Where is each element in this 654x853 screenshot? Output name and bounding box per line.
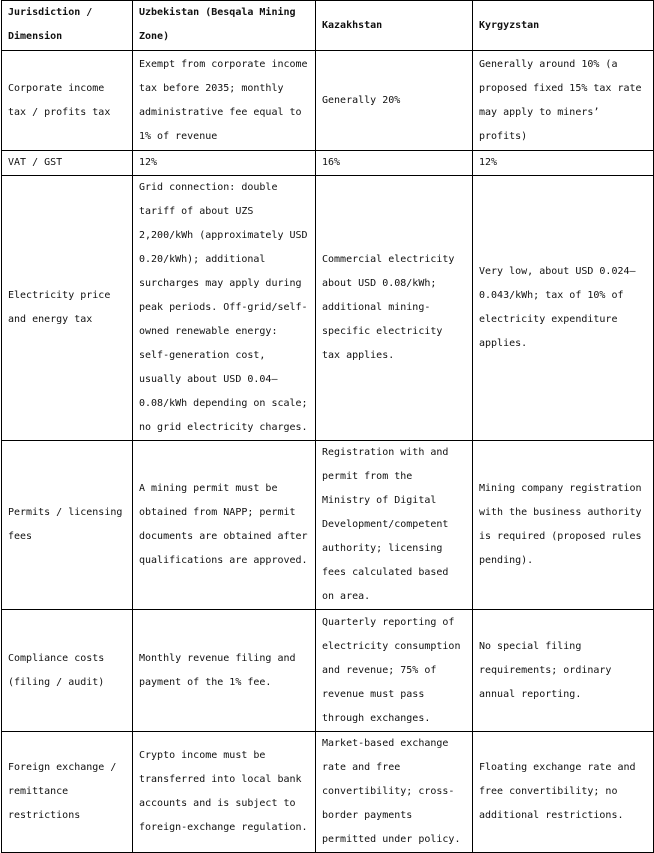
row-kyrgyzstan: Generally around 10% (a proposed fixed 15% tax rate may apply to miners’ profits): [473, 51, 654, 151]
row-uzbekistan: 12%: [133, 151, 316, 176]
table-row: [2, 610, 654, 732]
row-uzbekistan: Crypto income must be transferred into local bank accounts and is subject to foreign-exchange regulation.: [133, 732, 316, 853]
row-dimension: Compliance costs (filing / audit): [2, 610, 133, 732]
row-kyrgyzstan: Mining company registration with the business authority is required (proposed rules pending).: [473, 441, 654, 610]
row-dimension: VAT / GST: [2, 151, 133, 176]
row-kazakhstan: Market-based exchange rate and free convertibility; cross-border payments permitted under policy.: [316, 732, 473, 853]
row-uzbekistan: Exempt from corporate income tax before 2035; monthly administrative fee equal to 1% of revenue: [133, 51, 316, 151]
row-dimension: Permits / licensing fees: [2, 441, 133, 610]
jurisdiction-comparison-table: [1, 0, 654, 853]
row-kazakhstan: Quarterly reporting of electricity consumption and revenue; 75% of revenue must pass through exchanges.: [316, 610, 473, 732]
row-kyrgyzstan: Very low, about USD 0.024–0.043/kWh; tax of 10% of electricity expenditure applies.: [473, 176, 654, 441]
row-kyrgyzstan: Floating exchange rate and free convertibility; no additional restrictions.: [473, 732, 654, 853]
row-uzbekistan: A mining permit must be obtained from NAPP; permit documents are obtained after qualifications are approved.: [133, 441, 316, 610]
table-row: [2, 151, 654, 176]
table-row: [2, 51, 654, 151]
row-kazakhstan: Commercial electricity about USD 0.08/kWh; additional mining-specific electricity tax applies.: [316, 176, 473, 441]
table-row: [2, 176, 654, 441]
row-kyrgyzstan: No special filing requirements; ordinary annual reporting.: [473, 610, 654, 732]
row-kazakhstan: Generally 20%: [316, 51, 473, 151]
header-uzbekistan: Uzbekistan (Besqala Mining Zone): [133, 1, 316, 51]
header-kyrgyzstan: Kyrgyzstan: [473, 1, 654, 51]
table-row: [2, 732, 654, 853]
row-dimension: Foreign exchange / remittance restrictions: [2, 732, 133, 853]
header-kazakhstan: Kazakhstan: [316, 1, 473, 51]
table-header-row: [2, 1, 654, 51]
row-dimension: Corporate income tax / profits tax: [2, 51, 133, 151]
table-row: [2, 441, 654, 610]
row-uzbekistan: Monthly revenue filing and payment of the 1% fee.: [133, 610, 316, 732]
row-kazakhstan: Registration with and permit from the Ministry of Digital Development/competent authority; licensing fees calculated based on area.: [316, 441, 473, 610]
row-kyrgyzstan: 12%: [473, 151, 654, 176]
header-dimension: Jurisdiction / Dimension: [2, 1, 133, 51]
row-uzbekistan: Grid connection: double tariff of about UZS 2,200/kWh (approximately USD 0.20/kWh); additional surcharges may apply during peak periods. Off-grid/self-owned renewable energy: self-generation cost, usually about USD 0.04–0.08/kWh depending on scale; no grid electricity charges.: [133, 176, 316, 441]
row-dimension: Electricity price and energy tax: [2, 176, 133, 441]
row-kazakhstan: 16%: [316, 151, 473, 176]
